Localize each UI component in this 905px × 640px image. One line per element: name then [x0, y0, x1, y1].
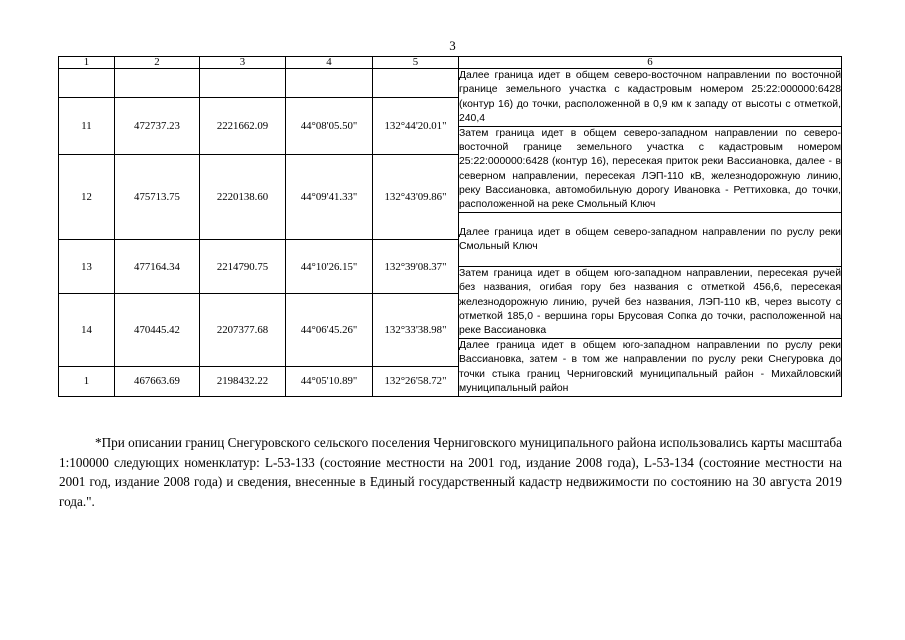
- table-row: [59, 69, 842, 98]
- longitude: 132°33'38.98": [373, 294, 459, 366]
- boundary-description: Затем граница идет в общем северо-западном направлении по северо-восточной границе земельного участка с кадастровым номером 25:22:000000:6428 (контур 16), пересекая приток реки Вассиановка, далее - в северном направлении, пересекая ЛЭП-110 кВ, железнодорожную линию, реку Вассиановка, автомобильную дорогу Ивановка - Реттиховка, до точки, расположенной на реке Смольный Ключ: [459, 127, 842, 213]
- boundary-description: Далее граница идет в общем северо-восточном направлении по восточной границе земельного участка с кадастровым номером 25:22:000000:6428 (контур 16) до точки, расположенной в 0,9 км к западу от высоты с отметкой, 240,4: [459, 69, 842, 127]
- boundary-points-table: [58, 56, 842, 397]
- boundary-description: Затем граница идет в общем юго-западном направлении, пересекая ручей без названия, огибая гору без названия с отметкой 456,6, пересекая железнодорожную линию, ручей без названия, ЛЭП-110 кВ, через высоту с отметкой 185,0 - вершина горы Брусовая Сопка до точки, расположенной на реке Вассиановка: [459, 267, 842, 339]
- page-number: 3: [449, 38, 456, 53]
- column-header: 4: [286, 57, 373, 69]
- point-number: 1: [59, 366, 115, 396]
- coordinate-x: 475713.75: [115, 155, 200, 240]
- longitude: 132°39'08.37": [373, 240, 459, 294]
- coordinate-y: 2198432.22: [200, 366, 286, 396]
- latitude: 44°05'10.89": [286, 366, 373, 396]
- latitude: 44°08'05.50": [286, 98, 373, 155]
- column-header: 5: [373, 57, 459, 69]
- coordinate-y: 2207377.68: [200, 294, 286, 366]
- longitude: 132°26'58.72": [373, 366, 459, 396]
- column-header: 2: [115, 57, 200, 69]
- coordinate-y: 2220138.60: [200, 155, 286, 240]
- point-number: 14: [59, 294, 115, 366]
- empty-cell: [200, 69, 286, 98]
- column-header: 6: [459, 57, 842, 69]
- coordinate-x: 467663.69: [115, 366, 200, 396]
- empty-cell: [115, 69, 200, 98]
- latitude: 44°10'26.15": [286, 240, 373, 294]
- coordinate-y: 2221662.09: [200, 98, 286, 155]
- latitude: 44°09'41.33": [286, 155, 373, 240]
- boundary-description: Далее граница идет в общем северо-западном направлении по руслу реки Смольный Ключ: [459, 213, 842, 267]
- coordinate-x: 470445.42: [115, 294, 200, 366]
- empty-cell: [59, 69, 115, 98]
- column-header: 3: [200, 57, 286, 69]
- coordinate-y: 2214790.75: [200, 240, 286, 294]
- empty-cell: [286, 69, 373, 98]
- coordinate-x: 472737.23: [115, 98, 200, 155]
- coordinate-x: 477164.34: [115, 240, 200, 294]
- longitude: 132°43'09.86": [373, 155, 459, 240]
- longitude: 132°44'20.01": [373, 98, 459, 155]
- point-number: 11: [59, 98, 115, 155]
- footnote-text: *При описании границ Снегуровского сельского поселения Черниговского муниципального района использовались карты масштаба 1:100000 следующих номенклатур: L-53-133 (состояние местности на 2001 год, издание 2008 года), L-53-134 (состояние местности на 2001 год, издание 2008 года) и сведения, внесенные в Единый государственный кадастр недвижимости по состоянию на 30 августа 2019 года.".: [59, 435, 842, 509]
- latitude: 44°06'45.26": [286, 294, 373, 366]
- empty-cell: [373, 69, 459, 98]
- point-number: 13: [59, 240, 115, 294]
- point-number: 12: [59, 155, 115, 240]
- boundary-description: Далее граница идет в общем юго-западном направлении по руслу реки Вассиановка, затем - в том же направлении по руслу реки Снегуровка до точки стыка границ Черниговский муниципальный район - Михайловский муниципальный район: [459, 339, 842, 397]
- table-header-row: [59, 57, 842, 69]
- column-header: 1: [59, 57, 115, 69]
